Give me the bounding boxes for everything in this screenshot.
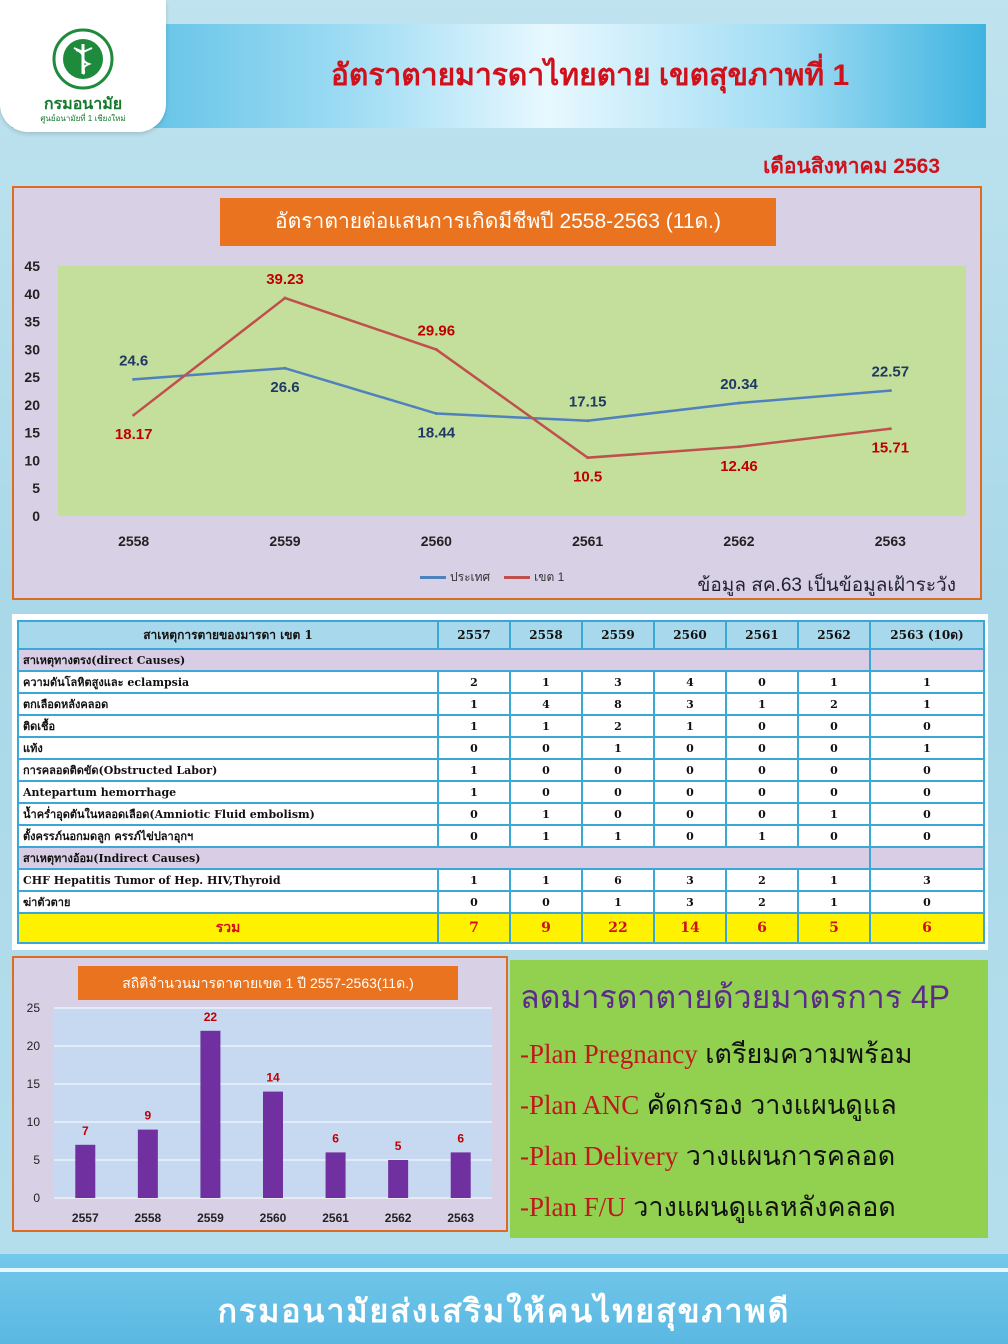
count-cell: 0 [510, 737, 582, 759]
count-cell: 4 [654, 671, 726, 693]
4p-item-th: เตรียมความพร้อม [697, 1039, 913, 1069]
causes-table [17, 620, 985, 944]
count-cell: 2 [582, 715, 654, 737]
y-tick-label: 0 [33, 1191, 40, 1205]
count-cell: 2 [438, 671, 510, 693]
logo-subtitle: ศูนย์อนามัยที่ 1 เชียงใหม่ [40, 114, 126, 123]
count-cell: 3 [582, 671, 654, 693]
count-cell: 0 [870, 825, 984, 847]
data-point [132, 414, 135, 417]
plot-area [58, 266, 966, 516]
x-tick-label: 2558 [134, 1211, 162, 1225]
logo-card [0, 0, 166, 132]
count-cell: 7 [438, 913, 510, 943]
count-cell: 0 [654, 803, 726, 825]
count-cell: 2 [798, 693, 870, 715]
x-tick-label: 2557 [71, 1211, 99, 1225]
data-label: 24.6 [119, 352, 149, 370]
count-cell: 0 [870, 781, 984, 803]
count-cell: 0 [438, 891, 510, 913]
cause-label: CHF Hepatitis Tumor of Hep. HIV,Thyroid [18, 869, 438, 891]
count-cell: 1 [798, 803, 870, 825]
data-label: 15.71 [871, 439, 910, 457]
causes-table-wrap [12, 614, 988, 950]
count-cell: 2 [726, 891, 798, 913]
count-cell: 1 [438, 759, 510, 781]
table-year-header: 2563 (10ด) [870, 621, 984, 649]
table-year-header: 2561 [726, 621, 798, 649]
data-point [284, 367, 287, 370]
line-chart-title: อัตราตายต่อแสนการเกิดมีชีพปี 2558-2563 (11ด.) [220, 198, 776, 246]
bar-value-label: 22 [203, 1009, 218, 1024]
4p-item-th: วางแผนการคลอด [678, 1141, 896, 1171]
4p-item-en: -Plan Pregnancy [520, 1039, 698, 1069]
4p-item-en: -Plan F/U [520, 1192, 626, 1222]
count-cell: 0 [582, 803, 654, 825]
y-tick-label: 35 [24, 313, 40, 330]
y-tick-label: 15 [26, 1077, 40, 1091]
ministry-seal-icon [52, 28, 114, 90]
data-point [586, 419, 589, 422]
y-tick-label: 25 [26, 1001, 40, 1015]
bar-value-label: 14 [266, 1070, 280, 1085]
table-year-header: 2559 [582, 621, 654, 649]
count-cell: 0 [438, 737, 510, 759]
count-cell: 0 [726, 803, 798, 825]
cause-label: ตกเลือดหลังคลอด [18, 693, 438, 715]
count-cell: 1 [438, 693, 510, 715]
bar [138, 1130, 158, 1198]
count-cell: 1 [510, 715, 582, 737]
legend-swatch [504, 576, 530, 579]
line-chart-note: ข้อมูล สค.63 เป็นข้อมูลเฝ้าระวัง [697, 575, 956, 596]
count-cell: 1 [438, 781, 510, 803]
table-year-header: 2558 [510, 621, 582, 649]
cause-label: น้ำคร่ำอุดตันในหลอดเลือด(Amniotic Fluid embolism) [18, 803, 438, 825]
data-label: 18.44 [417, 424, 456, 442]
count-cell: 0 [654, 825, 726, 847]
data-point [889, 389, 892, 392]
line-chart [12, 246, 982, 549]
count-cell: 0 [726, 671, 798, 693]
table-row [18, 671, 984, 693]
count-cell: 0 [798, 825, 870, 847]
footer-slogan: กรมอนามัยส่งเสริมให้คนไทยสุขภาพดี [217, 1293, 791, 1329]
x-tick-label: 2562 [723, 533, 755, 549]
table-row [18, 803, 984, 825]
data-label: 22.57 [871, 363, 910, 381]
count-cell: 1 [510, 825, 582, 847]
x-tick-label: 2560 [420, 533, 452, 549]
count-cell: 1 [582, 825, 654, 847]
y-tick-label: 5 [32, 480, 40, 497]
count-cell: 3 [654, 869, 726, 891]
count-cell: 3 [654, 891, 726, 913]
legend-label: ประเทศ [450, 570, 491, 584]
section-label: สาเหตุทางอ้อม(Indirect Causes) [18, 847, 870, 869]
data-label: 10.5 [573, 468, 603, 486]
4p-item-th: คัดกรอง วางแผนดูแล [639, 1090, 897, 1120]
data-label: 12.46 [720, 457, 758, 475]
x-tick-label: 2559 [269, 533, 301, 549]
count-cell: 6 [726, 913, 798, 943]
bar-value-label: 9 [144, 1108, 152, 1123]
count-cell: 0 [798, 737, 870, 759]
table-row [18, 781, 984, 803]
x-tick-label: 2558 [118, 533, 150, 549]
table-row [18, 869, 984, 891]
y-tick-label: 20 [26, 1039, 40, 1053]
section-blank-cell [870, 649, 984, 671]
4p-item-followup [520, 1185, 980, 1228]
count-cell: 5 [798, 913, 870, 943]
bar [200, 1031, 220, 1198]
table-year-header: 2560 [654, 621, 726, 649]
table-total-row [18, 913, 984, 943]
count-cell: 4 [510, 693, 582, 715]
data-point [284, 297, 287, 300]
count-cell: 1 [510, 671, 582, 693]
table-body [18, 649, 984, 943]
data-point [889, 427, 892, 430]
bar-value-label: 5 [394, 1139, 402, 1153]
count-cell: 6 [582, 869, 654, 891]
count-cell: 0 [654, 781, 726, 803]
count-cell: 1 [438, 869, 510, 891]
count-cell: 1 [870, 671, 984, 693]
x-tick-label: 2563 [447, 1211, 475, 1225]
table-row [18, 693, 984, 715]
data-point [738, 445, 741, 448]
count-cell: 0 [510, 781, 582, 803]
data-label: 18.17 [114, 426, 153, 444]
4p-item-en: -Plan Delivery [520, 1141, 679, 1171]
table-row [18, 715, 984, 737]
cause-label: ติดเชื้อ [18, 715, 438, 737]
count-cell: 0 [654, 737, 726, 759]
y-tick-label: 10 [26, 1115, 40, 1129]
data-point [132, 378, 135, 381]
count-cell: 2 [726, 869, 798, 891]
data-label: 39.23 [266, 271, 304, 289]
bar [388, 1160, 408, 1198]
count-cell: 0 [510, 759, 582, 781]
count-cell: 0 [870, 715, 984, 737]
count-cell: 0 [582, 781, 654, 803]
table-year-header: 2557 [438, 621, 510, 649]
count-cell: 9 [510, 913, 582, 943]
cause-label: ฆ่าตัวตาย [18, 891, 438, 913]
bar-value-label: 6 [457, 1131, 465, 1146]
count-cell: 0 [438, 825, 510, 847]
count-cell: 0 [438, 803, 510, 825]
month-label: เดือนสิงหาคม 2563 [763, 155, 940, 178]
bar-chart-title: สถิติจำนวนมารดาตายเขต 1 ปี 2557-2563(11ด.) [78, 966, 458, 1000]
data-point [435, 412, 438, 415]
count-cell: 0 [870, 759, 984, 781]
y-tick-label: 25 [24, 369, 40, 386]
cause-label: รวม [18, 913, 438, 943]
logo-name: กรมอนามัย [43, 96, 123, 113]
data-label: 29.96 [417, 322, 456, 340]
table-section-row [18, 847, 984, 869]
x-tick-label: 2563 [874, 533, 906, 549]
bar [263, 1092, 283, 1198]
y-tick-label: 40 [24, 285, 40, 302]
bar-value-label: 7 [81, 1123, 89, 1138]
table-row [18, 825, 984, 847]
table-year-header: 2562 [798, 621, 870, 649]
count-cell: 0 [798, 759, 870, 781]
table-row [18, 759, 984, 781]
cause-label: Antepartum hemorrhage [18, 781, 438, 803]
count-cell: 1 [798, 671, 870, 693]
section-label: สาเหตุทางตรง(direct Causes) [18, 649, 870, 671]
legend-swatch [420, 576, 446, 579]
count-cell: 1 [870, 693, 984, 715]
count-cell: 0 [582, 759, 654, 781]
count-cell: 0 [798, 715, 870, 737]
cause-label: ตั้งครรภ์นอกมดลูก ครรภ์ไข่ปลาอุกฯ [18, 825, 438, 847]
bar [451, 1152, 471, 1198]
section-blank-cell [870, 847, 984, 869]
count-cell: 3 [654, 693, 726, 715]
bar [75, 1145, 95, 1198]
table-row [18, 891, 984, 913]
count-cell: 1 [870, 737, 984, 759]
x-tick-label: 2562 [384, 1211, 412, 1225]
4p-item-delivery [520, 1134, 980, 1177]
count-cell: 0 [726, 715, 798, 737]
4p-item-en: -Plan ANC [520, 1090, 640, 1120]
count-cell: 1 [726, 825, 798, 847]
count-cell: 1 [798, 891, 870, 913]
count-cell: 1 [582, 737, 654, 759]
page-title: อัตราตายมารดาไทยตาย เขตสุขภาพที่ 1 [330, 59, 850, 92]
count-cell: 1 [726, 693, 798, 715]
4p-item-pregnancy [520, 1032, 980, 1075]
data-point [435, 348, 438, 351]
table-row [18, 737, 984, 759]
data-label: 20.34 [720, 376, 758, 393]
count-cell: 1 [582, 891, 654, 913]
footer-divider [0, 1268, 1008, 1272]
y-tick-label: 5 [33, 1153, 40, 1167]
count-cell: 8 [582, 693, 654, 715]
x-tick-label: 2561 [322, 1211, 349, 1225]
y-tick-label: 30 [24, 341, 40, 358]
legend-label: เขต 1 [534, 570, 565, 584]
cause-label: แท้ง [18, 737, 438, 759]
legend-item [420, 568, 490, 587]
count-cell: 0 [654, 759, 726, 781]
y-tick-label: 45 [24, 258, 40, 274]
table-section-row [18, 649, 984, 671]
count-cell: 6 [870, 913, 984, 943]
data-point [738, 402, 741, 405]
count-cell: 1 [798, 869, 870, 891]
table-header-row [18, 621, 984, 649]
4p-item-anc [520, 1083, 980, 1126]
count-cell: 1 [654, 715, 726, 737]
count-cell: 1 [510, 803, 582, 825]
cause-label: การคลอดติดขัด(Obstructed Labor) [18, 759, 438, 781]
count-cell: 3 [870, 869, 984, 891]
table-title-cell: สาเหตุการตายของมารดา เขต 1 [18, 621, 438, 649]
data-label: 26.6 [270, 379, 300, 397]
count-cell: 0 [798, 781, 870, 803]
y-tick-label: 15 [24, 424, 40, 441]
bar [326, 1152, 346, 1198]
bar-value-label: 6 [332, 1131, 339, 1146]
x-tick-label: 2560 [259, 1211, 287, 1225]
count-cell: 22 [582, 913, 654, 943]
y-tick-label: 0 [32, 508, 40, 524]
count-cell: 14 [654, 913, 726, 943]
4p-item-th: วางแผนดูแลหลังคลอด [625, 1192, 896, 1222]
x-tick-label: 2559 [197, 1211, 224, 1225]
count-cell: 0 [870, 891, 984, 913]
count-cell: 0 [726, 737, 798, 759]
count-cell: 1 [438, 715, 510, 737]
count-cell: 0 [726, 759, 798, 781]
y-tick-label: 10 [24, 452, 40, 469]
cause-label: ความดันโลหิตสูงและ eclampsia [18, 671, 438, 693]
count-cell: 0 [510, 891, 582, 913]
legend-item [504, 568, 564, 587]
data-point [586, 456, 589, 459]
count-cell: 1 [510, 869, 582, 891]
y-tick-label: 20 [24, 396, 40, 413]
count-cell: 0 [726, 781, 798, 803]
4p-heading: ลดมารดาตายด้วยมาตรการ 4P [520, 979, 950, 1015]
count-cell: 0 [870, 803, 984, 825]
x-tick-label: 2561 [572, 533, 604, 549]
data-label: 17.15 [568, 393, 607, 411]
